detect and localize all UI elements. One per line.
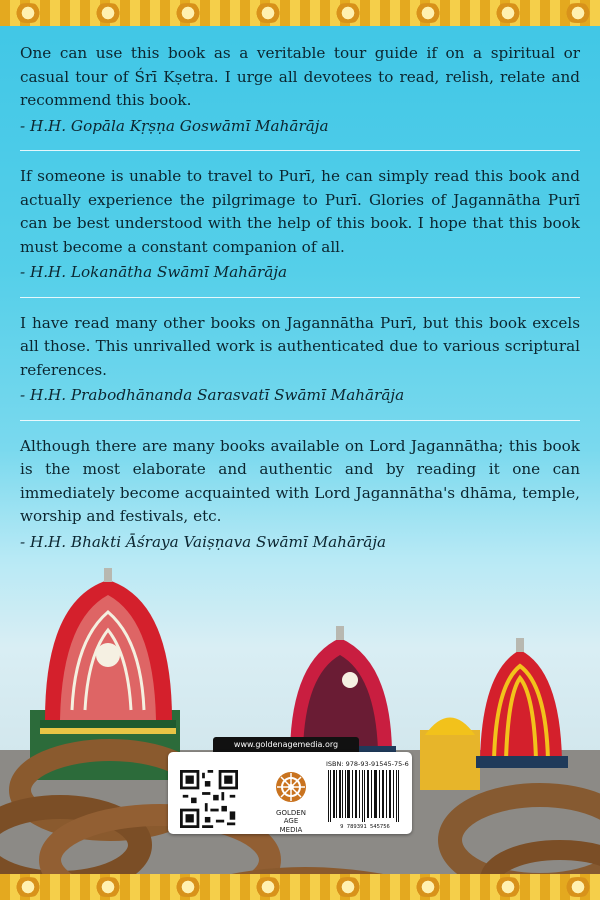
divider <box>20 420 580 421</box>
ornament-icon <box>410 877 446 897</box>
endorsement-text: One can use this book as a veritable tour guide if on a spiritual or casual tour of Śrī Kṣetra. I urge all devotees to read, relish, relate and recommend this book. <box>20 44 580 109</box>
endorsements <box>20 42 580 554</box>
ornament-icon <box>250 877 286 897</box>
endorsement-2 <box>20 165 580 285</box>
endorsement-attribution: - H.H. Bhakti Āśraya Vaiṣṇava Swāmī Mahārāja <box>20 532 387 551</box>
ornament-icon <box>170 877 206 897</box>
endorsement-text: I have read many other books on Jagannātha Purī, but this book excels all those. This unrivalled work is authenticated due to various scriptural references. <box>20 313 580 379</box>
qr-code-icon <box>180 770 238 828</box>
ornament-icon <box>90 3 126 23</box>
isbn-label: ISBN: 978-93-91545-75-6 <box>326 760 409 768</box>
bottom-ornamental-border <box>0 874 600 900</box>
ornament-icon <box>170 3 206 23</box>
endorsement-attribution: - H.H. Lokanātha Swāmī Mahārāja <box>20 263 288 281</box>
endorsement-attribution: - H.H. Gopāla Kṛṣṇa Goswāmī Mahārāja <box>20 116 329 135</box>
endorsement-text: If someone is unable to travel to Purī, he can simply read this book and actually experience the pilgrimage to Purī. Glories of Jagannātha Purī can be best understood with the help of this book. I hope that this book must become a constant companion of all. <box>20 167 580 256</box>
logo-text-line2: MEDIA <box>279 826 303 834</box>
ornament-icon <box>560 877 596 897</box>
golden-age-media-logo-icon <box>274 770 308 804</box>
top-ornamental-border <box>0 0 600 26</box>
logo-text-line1: GOLDEN AGE <box>276 809 306 825</box>
ornament-icon <box>10 3 46 23</box>
endorsement-3 <box>20 312 580 408</box>
endorsement-1 <box>20 42 580 138</box>
ornament-icon <box>330 877 366 897</box>
ornament-icon <box>490 3 526 23</box>
barcode-number: 9 789391 545756 <box>340 824 390 830</box>
endorsement-text: Although there are many books available on Lord Jagannātha; this book is the most elaborate and authentic and by reading it one can immediately become acquainted with Lord Jagannātha's dhāma, temple, worship and festivals, etc. <box>20 436 580 525</box>
ornament-icon <box>10 877 46 897</box>
barcode-icon <box>326 770 404 822</box>
endorsement-attribution: - H.H. Prabodhānanda Sarasvatī Swāmī Mahārāja <box>20 386 405 404</box>
ornament-icon <box>490 877 526 897</box>
ornament-icon <box>90 877 126 897</box>
divider <box>20 297 580 298</box>
publisher-url: www.goldenagemedia.org <box>213 737 359 753</box>
golden-age-media-logo <box>271 770 311 832</box>
ornament-icon <box>330 3 366 23</box>
right-chariot-icon <box>420 638 568 790</box>
divider <box>20 150 580 151</box>
ornament-icon <box>560 3 596 23</box>
endorsement-4 <box>20 435 580 555</box>
ratha-yatra-chariots-illustration <box>0 560 600 900</box>
ornament-icon <box>410 3 446 23</box>
ornament-icon <box>250 3 286 23</box>
